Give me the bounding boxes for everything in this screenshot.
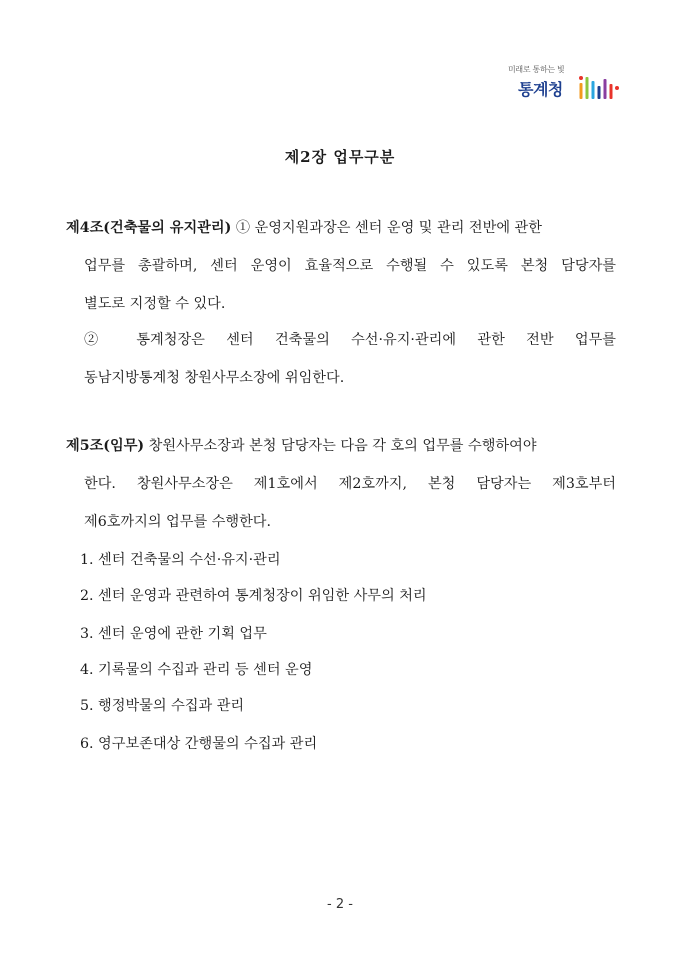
page-number: - 2 - [327, 897, 353, 912]
logo-name: 통계청 [518, 80, 563, 99]
article4-line1-text: ① 운영지원과장은 센터 운영 및 관리 전반에 관한 [235, 220, 542, 236]
logo-tagline: 미래로 통하는 빛 [508, 65, 565, 74]
article5-line1-text: 창원사무소장과 본청 담당자는 다음 각 호의 업무를 수행하여야 [148, 438, 537, 454]
chapter-title: 제2장 업무구분 [284, 148, 396, 166]
article4-line5: 동남지방통계청 창원사무소장에 위임한다. [84, 370, 345, 386]
article4-heading: 제4조(건축물의 유지관리) [66, 220, 232, 236]
article4-line1 [66, 218, 616, 238]
article5-item: 1. 센터 건축물의 수선·유지·관리 [80, 552, 281, 568]
logo-bars-icon [578, 74, 620, 102]
article4-line4: ② 통계청장은 센터 건축물의 수선·유지·관리에 관한 전반 업무를 [84, 332, 616, 348]
article5-line2: 한다. 창원사무소장은 제1호에서 제2호까지, 본청 담당자는 제3호부터 [84, 476, 616, 492]
article5-item: 5. 행정박물의 수집과 관리 [80, 698, 245, 714]
article4-line3: 별도로 지정할 수 있다. [84, 296, 226, 312]
article5-item: 4. 기록물의 수집과 관리 등 센터 운영 [80, 662, 313, 678]
article5-item: 3. 센터 운영에 관한 기획 업무 [80, 626, 267, 642]
article5-item: 6. 영구보존대상 간행물의 수집과 관리 [80, 736, 318, 752]
article5-line3: 제6호까지의 업무를 수행한다. [84, 514, 272, 530]
article5-item: 2. 센터 운영과 관련하여 통계청장이 위임한 사무의 처리 [80, 588, 427, 604]
article5-line1 [66, 436, 616, 456]
article5-heading: 제5조(임무) [66, 438, 145, 454]
article4-line2: 업무를 총괄하며, 센터 운영이 효율적으로 수행될 수 있도록 본청 담당자를 [84, 258, 616, 274]
kostat-logo [500, 64, 630, 108]
